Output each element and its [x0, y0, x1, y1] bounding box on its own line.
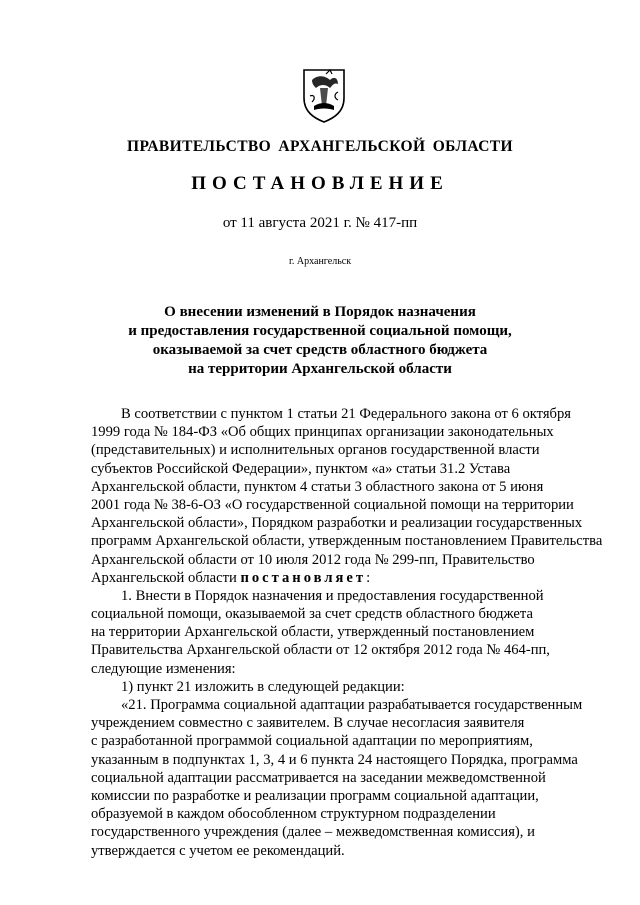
body-line: указанным в подпунктах 1, 3, 4 и 6 пункта 24 настоящего Порядка, программа: [91, 751, 578, 768]
body-line-decree: [91, 569, 606, 587]
body-line: утверждается с учетом ее рекомендаций.: [91, 842, 345, 859]
body-line: Архангельской области», Порядком разработки и реализации государственных: [91, 515, 583, 532]
document-date-number: от 11 августа 2021 г. № 417-пп: [222, 215, 418, 231]
body-line: Архангельской области от 10 июля 2012 года № 299-пп, Правительство: [91, 551, 535, 568]
body-line: «21. Программа социальной адаптации разрабатывается государственным: [121, 697, 583, 713]
title-line: и предоставления государственной социальной помощи,: [128, 323, 512, 339]
body-line: с разработанной программой социальной адаптации по мероприятиям,: [91, 733, 533, 750]
body-line: образуемой в каждом обособленном структурном подразделении: [91, 806, 496, 823]
body-line: социальной помощи, оказываемой за счет средств областного бюджета: [91, 606, 533, 623]
title-line: оказываемой за счет средств областного бюджета: [152, 342, 488, 358]
body-line: (представительных) и исполнительных органов государственной власти: [91, 442, 540, 459]
body-line: государственного учреждения (далее – межведомственная комиссия), и: [91, 824, 535, 841]
coat-of-arms-icon: [300, 66, 348, 124]
body-line: 2001 года № 38-6-ОЗ «О государственной социальной помощи на территории: [91, 496, 574, 513]
body-line: следующие изменения:: [91, 660, 236, 677]
body-line: комиссии по разработке и реализации программ социальной адаптации,: [91, 787, 539, 804]
body-line: Архангельской области, пунктом 4 статьи 3 областного закона от 5 июня: [91, 478, 544, 495]
document-city: г. Архангельск: [288, 256, 352, 267]
body-line: В соответствии с пунктом 1 статьи 21 Федерального закона от 6 октября: [121, 406, 571, 422]
body-line: 1999 года № 184-ФЗ «Об общих принципах организации законодательных: [91, 424, 554, 441]
body-line: 1) пункт 21 изложить в следующей редакции:: [121, 678, 405, 695]
body-line: Правительства Архангельской области от 12 октября 2012 года № 464-пп,: [91, 642, 550, 659]
title-line: О внесении изменений в Порядок назначения: [164, 304, 476, 320]
body-line: программ Архангельской области, утвержденным постановлением Правительства: [91, 533, 603, 550]
body-line: 1. Внести в Порядок назначения и предоставления государственной: [121, 587, 544, 604]
decree-word: постановляет: [240, 569, 367, 586]
body-line: учреждением совместно с заявителем. В случае несогласия заявителя: [91, 715, 525, 732]
document-title: [0, 303, 640, 379]
document-body: [91, 405, 606, 860]
document-type: ПОСТАНОВЛЕНИЕ: [191, 173, 449, 194]
decree-colon: :: [366, 569, 371, 586]
body-line: на территории Архангельской области, утвержденный постановлением: [91, 624, 535, 641]
body-line: субъектов Российской Федерации», пунктом «а» статьи 31.2 Устава: [91, 460, 511, 477]
body-line-text: Архангельской области: [91, 569, 237, 586]
organization-name: ПРАВИТЕЛЬСТВО АРХАНГЕЛЬСКОЙ ОБЛАСТИ: [126, 138, 513, 155]
body-line: социальной адаптации рассматривается на заседании межведомственной: [91, 769, 546, 786]
title-line: на территории Архангельской области: [188, 361, 452, 377]
